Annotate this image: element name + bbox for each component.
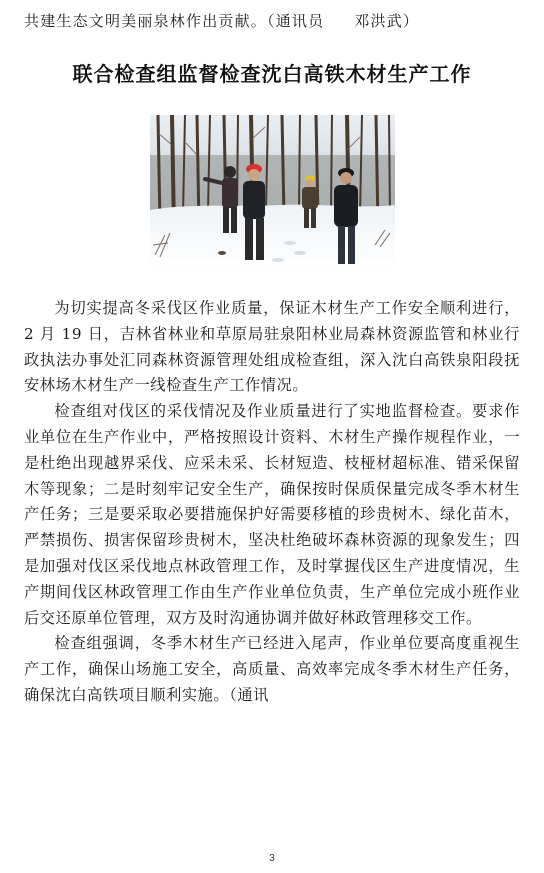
paragraph-2: 检查组对伐区的采伐情况及作业质量进行了实地监督检查。要求作业单位在生产作业中，严格按照设计资料、木材生产操作规程作业，一是杜绝出现越界采伐、应采未采、长材短造、枝桠材超标准、错采保留木等现象；二是时刻牢记安全生产，确保按时保质保量完成冬季木材生产任务；三是要采取必要措施保护好需要移植的珍贵树木、绿化苗木，严禁损伤、损害保留珍贵树木，坚决杜绝破坏森林资源的现象发生；四是加强对伐区采伐地点林政管理工作，及时掌握伐区生产进度情况，生产期间伐区林政管理工作由生产作业单位负责，生产单位完成小班作业后交还原单位管理，双方及时沟通协调并做好林政管理移交工作。 (24, 402, 520, 627)
paragraph-3: 检查组强调，冬季木材生产已经进入尾声，作业单位要高度重视生产工作，确保山场施工安全，高质量、高效率完成冬季木材生产任务，确保沈白高铁项目顺利实施。（通讯 (24, 634, 520, 704)
page-number: 3 (269, 853, 275, 864)
previous-article-author: 邓洪武） (354, 12, 420, 30)
previous-article-text: 共建生态文明美丽泉林作出贡献。（通讯员 (24, 12, 325, 30)
forest-inspection-photo (150, 115, 395, 270)
previous-article-ending (24, 10, 524, 32)
paragraph-1: 为切实提高冬采伐区作业质量，保证木材生产工作安全顺利进行，2 月 19 日，吉林省林业和草原局驻泉阳林业局森林资源监管和林业行政执法办事处汇同森林资源管理处组成检查组，深入沈白高铁泉阳段抚安林场木材生产一线检查生产工作情况。 (24, 299, 520, 395)
article-photo (150, 115, 395, 270)
article-body (24, 296, 520, 709)
article-headline: 联合检查组监督检查沈白高铁木材生产工作 (72, 62, 472, 86)
